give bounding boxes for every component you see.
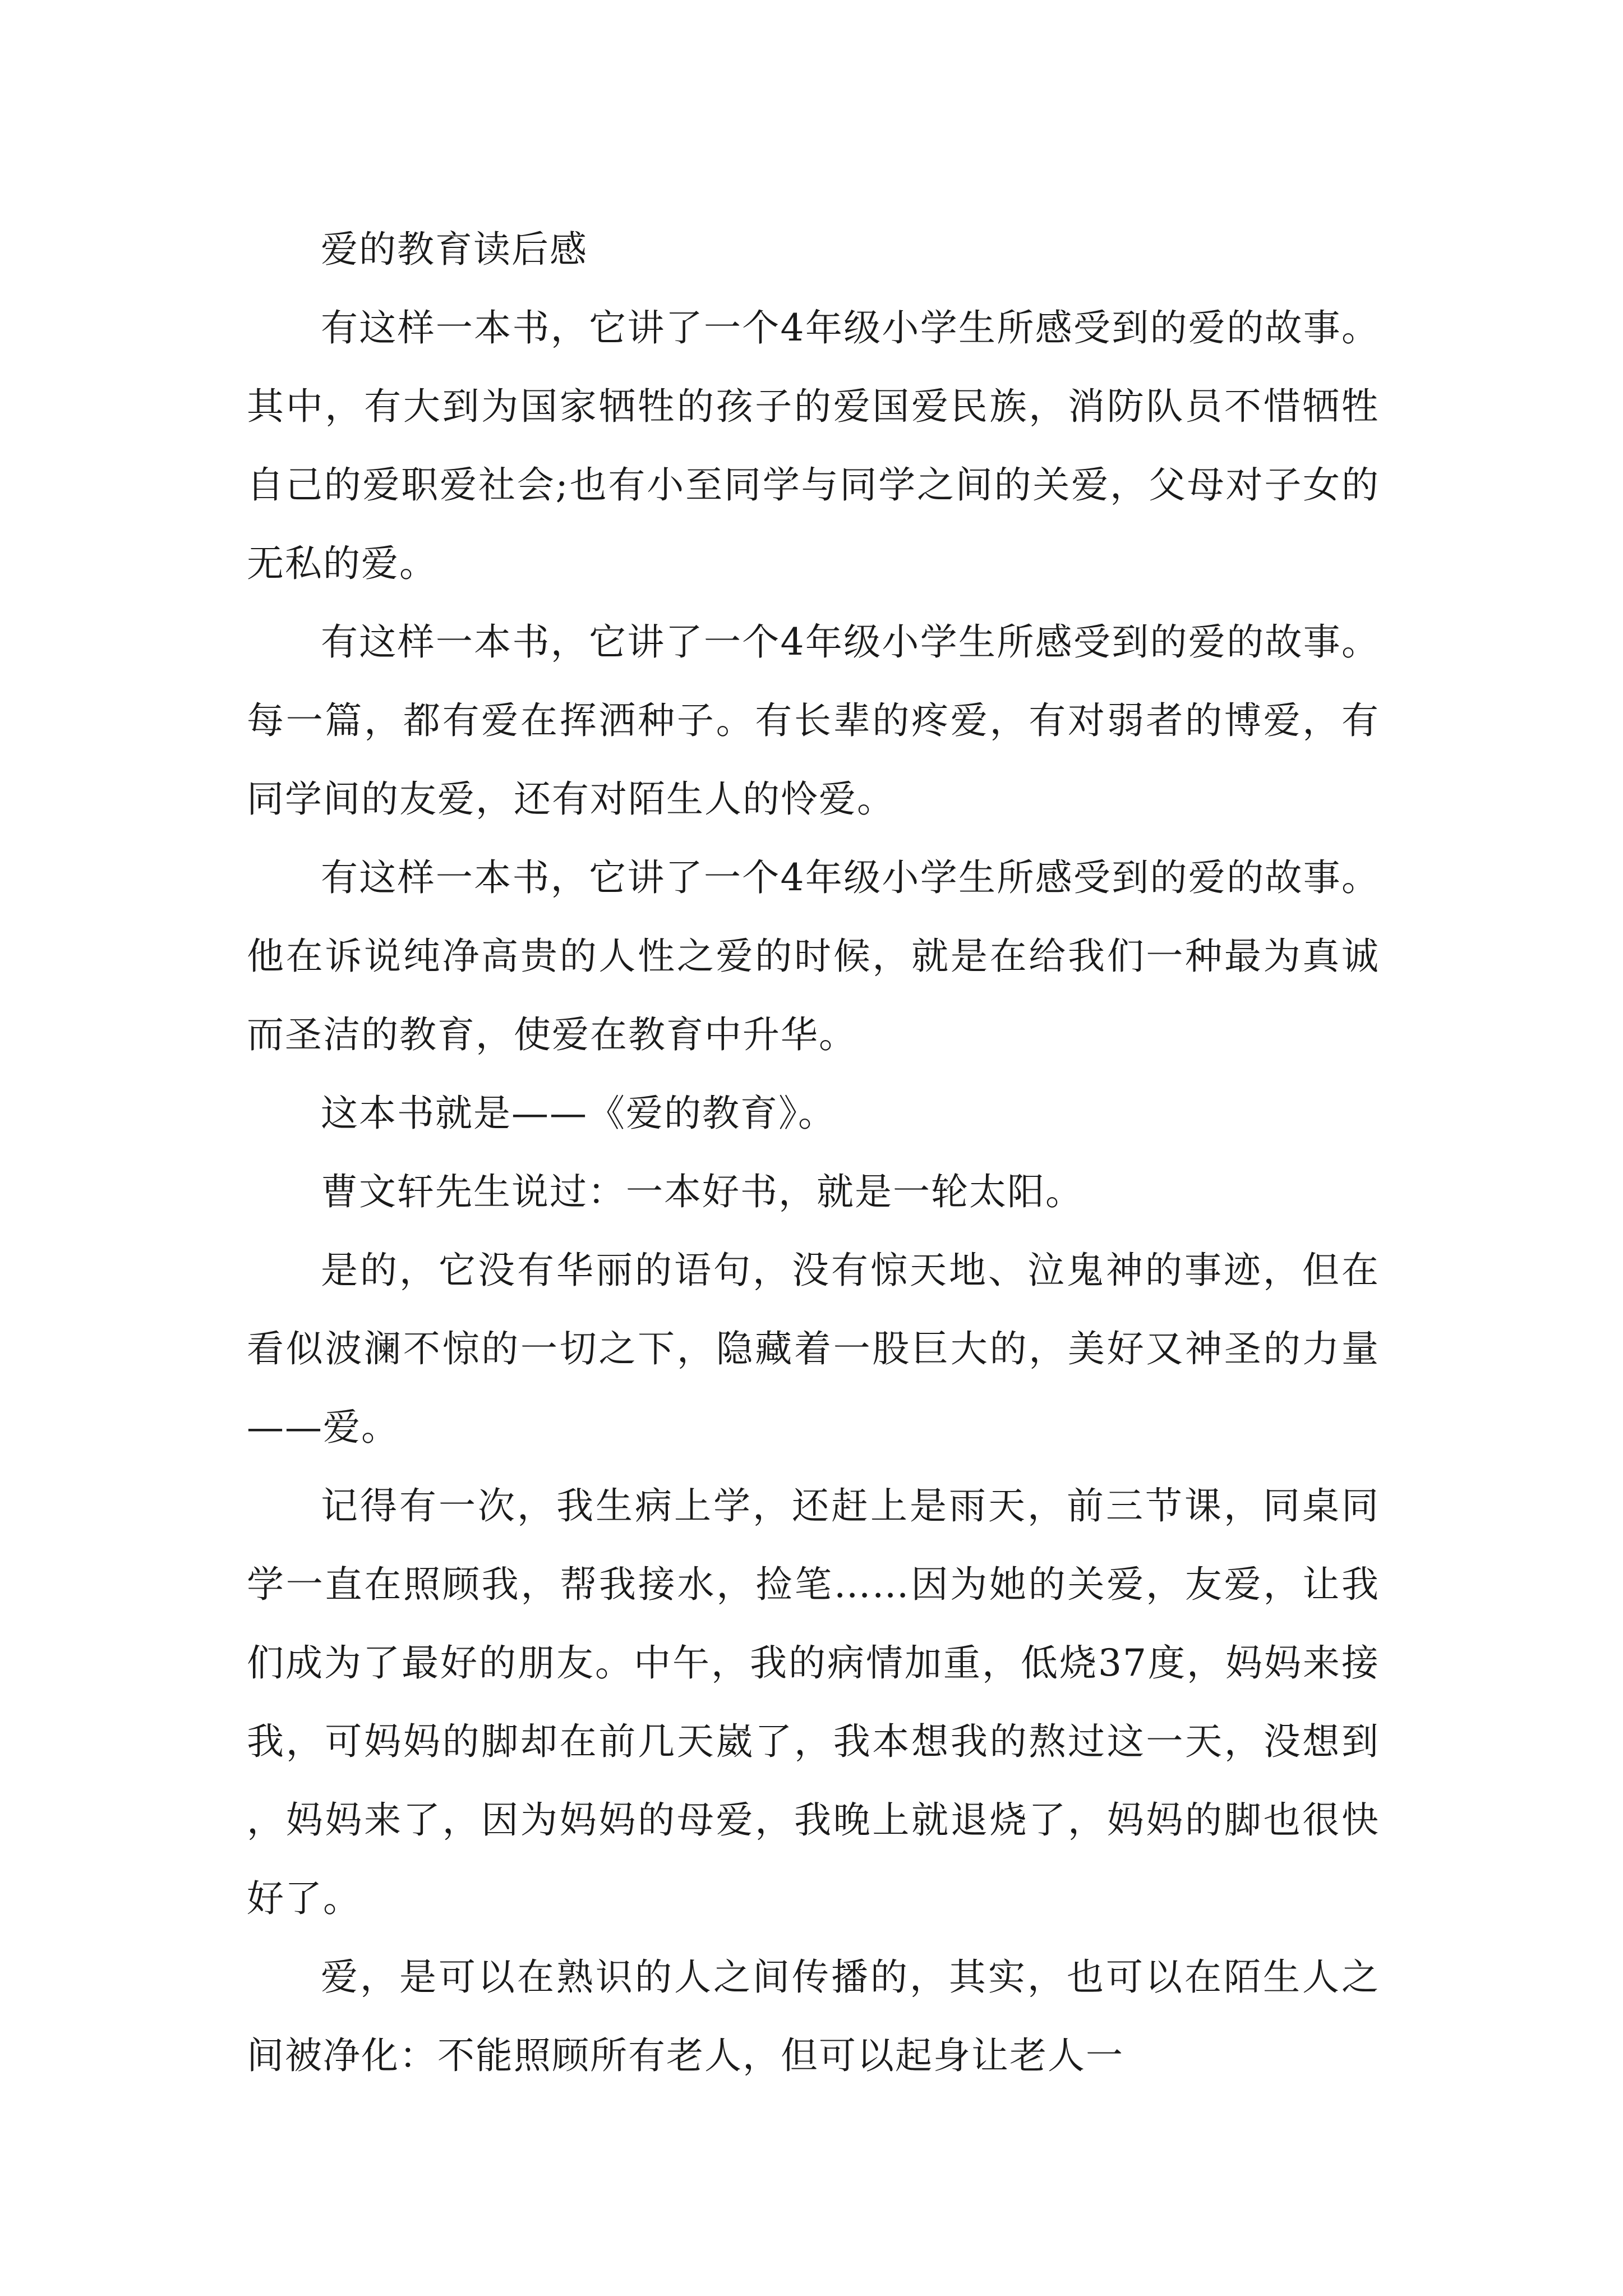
document-title: 爱的教育读后感 [321, 228, 588, 271]
paragraph-8: 爱，是可以在熟识的人之间传播的，其实，也可以在陌生人之间被净化：不能照顾所有老人，但可以起身让老人一 [247, 1955, 1380, 2077]
document-body [247, 210, 1380, 2095]
paragraph-2: 有这样一本书，它讲了一个4年级小学生所感受到的爱的故事。每一篇，都有爱在挥洒种子。有长辈的疼爱，有对弱者的博爱，有同学间的友爱，还有对陌生人的怜爱。 [247, 620, 1380, 821]
paragraph-5: 曹文轩先生说过：一本好书，就是一轮太阳。 [321, 1170, 1083, 1213]
paragraph-4: 这本书就是——《爱的教育》。 [321, 1092, 836, 1135]
paragraph-1: 有这样一本书，它讲了一个4年级小学生所感受到的爱的故事。其中，有大到为国家牺牲的孩子的爱国爱民族，消防队员不惜牺牲自己的爱职爱社会;也有小至同学与同学之间的关爱，父母对子女的无私的爱。 [247, 306, 1380, 585]
paragraph-6: 是的，它没有华丽的语句，没有惊天地、泣鬼神的事迹，但在看似波澜不惊的一切之下，隐藏着一股巨大的，美好又神圣的力量——爱。 [247, 1249, 1380, 1449]
paragraph-7: 记得有一次，我生病上学，还赶上是雨天，前三节课，同桌同学一直在照顾我，帮我接水，捡笔……因为她的关爱，友爱，让我们成为了最好的朋友。中午，我的病情加重，低烧37度，妈妈来接我，可妈妈的脚却在前几天崴了，我本想我的熬过这一天，没想到，妈妈来了，因为妈妈的母爱，我晚上就退烧了，妈妈的脚也很快好了。 [247, 1484, 1380, 1920]
paragraph-3: 有这样一本书，它讲了一个4年级小学生所感受到的爱的故事。他在诉说纯净高贵的人性之爱的时候，就是在给我们一种最为真诚而圣洁的教育，使爱在教育中升华。 [247, 856, 1380, 1056]
